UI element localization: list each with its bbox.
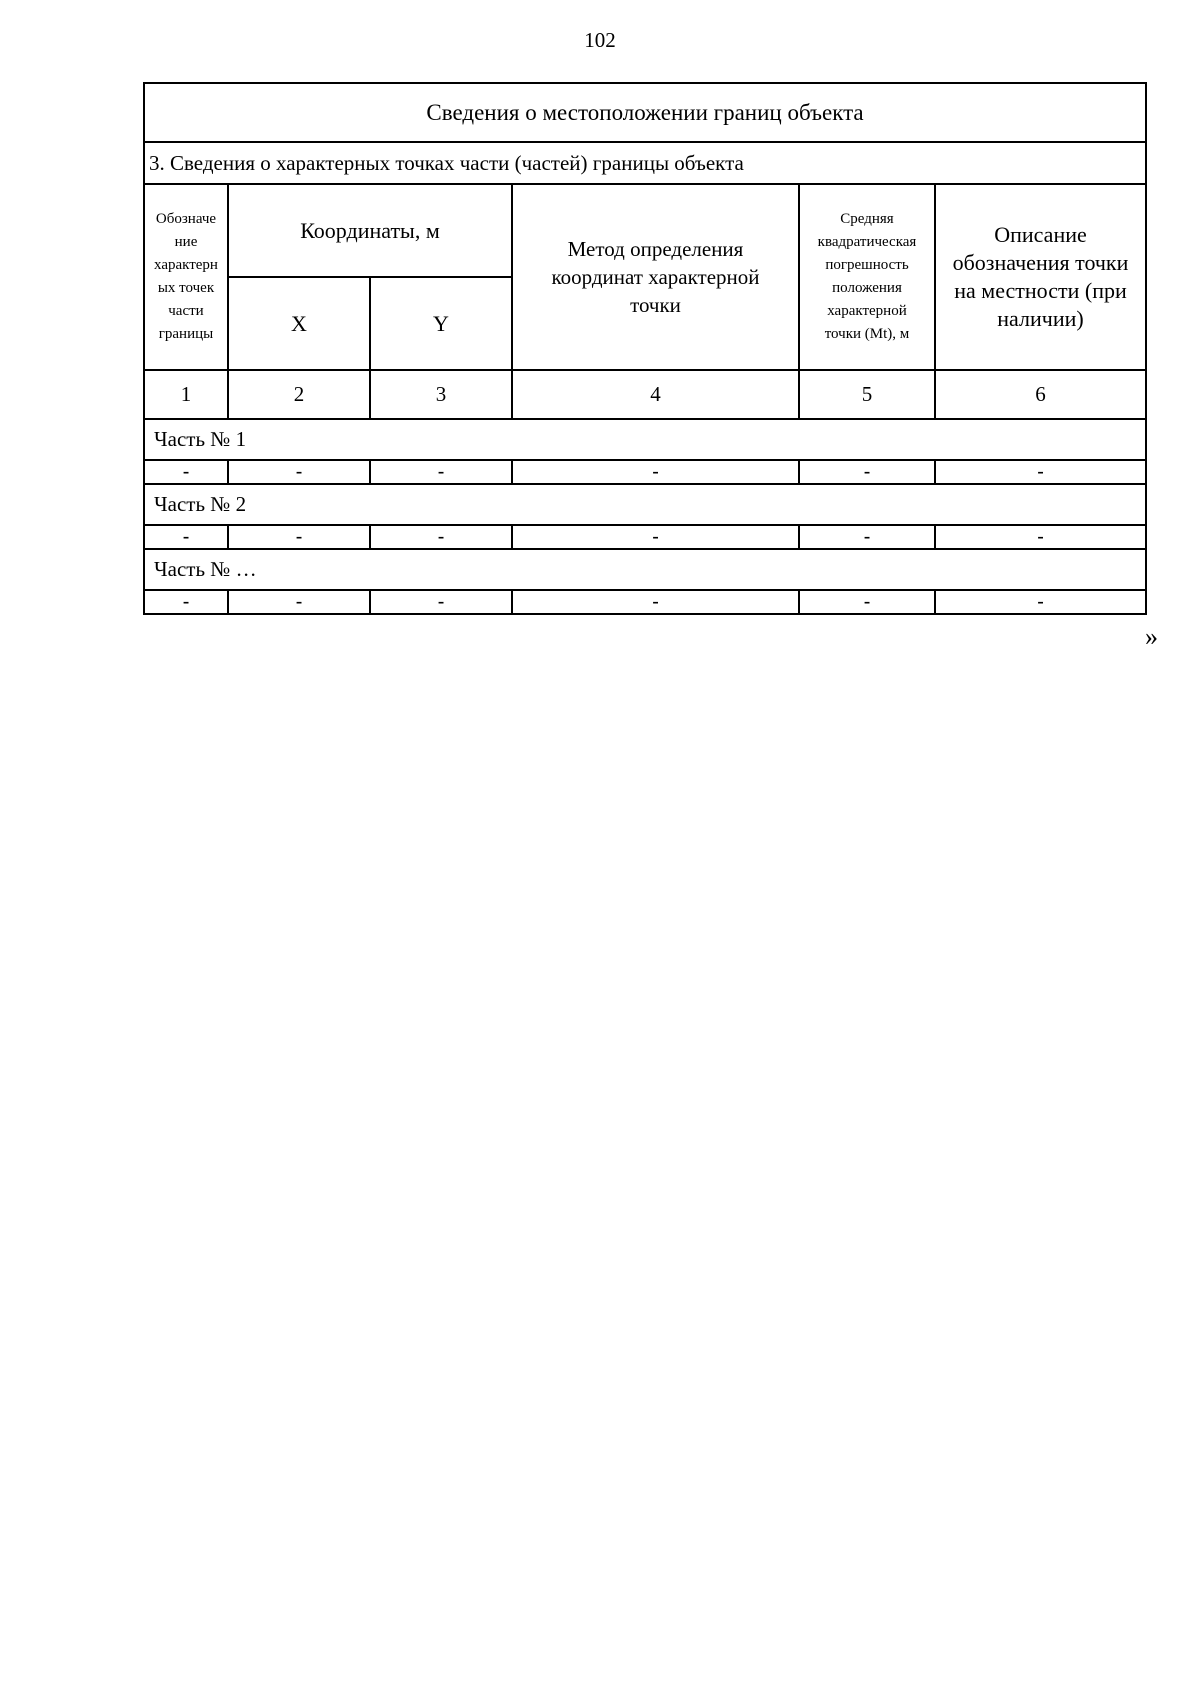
header-line: Метод определения <box>567 237 744 261</box>
header-line: на местности (при <box>954 278 1127 303</box>
header-line: координат характерной <box>551 265 760 289</box>
header-mean-error <box>799 184 935 370</box>
table-cell: - <box>144 590 228 614</box>
column-number: 1 <box>144 370 228 419</box>
column-number: 3 <box>370 370 512 419</box>
boundary-points-table <box>143 82 1147 615</box>
header-line: характерной <box>827 303 907 319</box>
table-cell: - <box>799 525 935 549</box>
header-x: X <box>228 277 370 370</box>
section-title: 3. Сведения о характерных точках части (частей) границы объекта <box>144 142 1146 184</box>
table-cell: - <box>799 590 935 614</box>
table-cell: - <box>370 525 512 549</box>
table-cell: - <box>799 460 935 484</box>
table-cell: - <box>228 460 370 484</box>
table-cell: - <box>144 525 228 549</box>
table-cell: - <box>512 590 799 614</box>
table-cell: - <box>935 460 1146 484</box>
table-cell: - <box>228 590 370 614</box>
table-row <box>144 460 1146 484</box>
table-cell: - <box>512 460 799 484</box>
header-line: квадратическая <box>817 234 917 250</box>
page-number: 102 <box>584 28 616 52</box>
part-label: Часть № … <box>144 549 1146 590</box>
header-line: точки (Mt), м <box>824 326 910 342</box>
header-line: части <box>168 303 204 319</box>
header-line: Описание <box>994 222 1087 247</box>
closing-quote-mark: » <box>1145 622 1158 651</box>
table-cell: - <box>935 590 1146 614</box>
header-point-designation <box>144 184 228 370</box>
column-number: 6 <box>935 370 1146 419</box>
table-title: Сведения о местоположении границ объекта <box>144 83 1146 142</box>
table-cell: - <box>512 525 799 549</box>
header-line: Обозначе <box>155 211 217 227</box>
header-line: Средняя <box>840 211 894 227</box>
header-line: обозначения точки <box>952 250 1129 275</box>
column-numbers-row <box>144 370 1146 419</box>
table-row <box>144 590 1146 614</box>
header-line: погрешность <box>825 257 909 273</box>
header-line: положения <box>832 280 902 296</box>
header-line: точки <box>630 293 681 317</box>
column-number: 4 <box>512 370 799 419</box>
column-number: 2 <box>228 370 370 419</box>
header-line: границы <box>158 326 214 342</box>
header-line: характерн <box>154 257 218 273</box>
table-cell: - <box>228 525 370 549</box>
table-cell: - <box>370 460 512 484</box>
header-method <box>512 184 799 370</box>
table-row <box>144 525 1146 549</box>
part-label: Часть № 2 <box>144 484 1146 525</box>
table-cell: - <box>144 460 228 484</box>
table-cell: - <box>935 525 1146 549</box>
part-label: Часть № 1 <box>144 419 1146 460</box>
header-line: наличии) <box>997 306 1084 331</box>
header-line: ых точек <box>157 280 215 296</box>
header-description <box>935 184 1146 370</box>
header-coordinates: Координаты, м <box>228 184 512 277</box>
header-line: ние <box>174 234 198 250</box>
table-cell: - <box>370 590 512 614</box>
column-number: 5 <box>799 370 935 419</box>
header-y: Y <box>370 277 512 370</box>
